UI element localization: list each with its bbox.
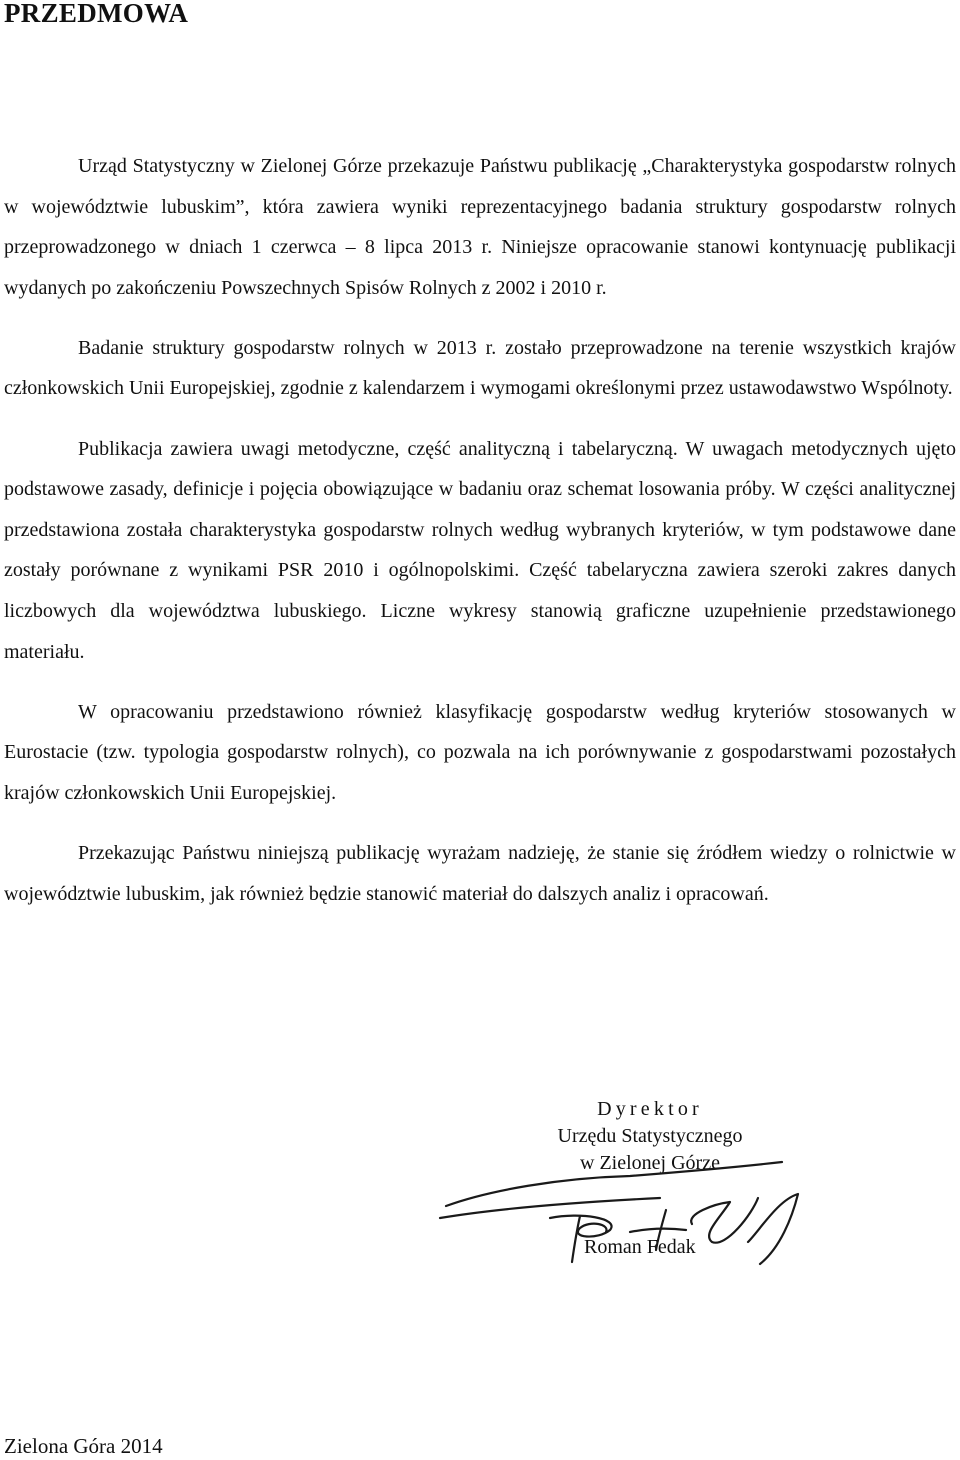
signatory-office: Urzędu Statystycznego (557, 1125, 743, 1147)
paragraph-survey: Badanie struktury gospodarstw rolnych w 2013 r. zostało przeprowadzone na terenie wszystkich krajów członkowskich Unii Europejskiej, zgodnie z kalendarzem i wymogami określonymi przez ustawodawstwo Wspólnoty. (4, 336, 956, 400)
page-title: PRZEDMOWA (4, 0, 189, 28)
paragraph-contents: Publikacja zawiera uwagi metodyczne, część analityczną i tabelaryczną. W uwagach metodycznych ujęto podstawowe zasady, definicje i pojęcia obowiązujące w badaniu oraz schemat losowania próby. W części analitycznej przedstawiona została charakterystyka gospodarstw rolnych według wybranych kryteriów, w tym podstawowe dane zostały porównane z wynikami PSR 2010 i ogólnopolskimi. Część tabelaryczna zawiera szeroki zakres danych liczbowych dla województwa lubuskiego. Liczne wykresy stanowią graficzne uzupełnienie przedstawionego materiału. (4, 437, 956, 663)
signatory-title: Dyrektor (597, 1098, 703, 1120)
paragraph-classification: W opracowaniu przedstawiono również klasyfikację gospodarstw według kryteriów stosowanych w Eurostacie (tzw. typologia gospodarstw rolnych), co pozwala na ich porównywanie z gospodarstwami pozostałych krajów członkowskich Unii Europejskiej. (4, 700, 956, 804)
place-and-date: Zielona Góra 2014 (4, 1434, 163, 1458)
signatory-office-location: w Zielonej Górze (580, 1152, 720, 1174)
body-text (4, 146, 956, 934)
signatory-name: Roman Fedak (584, 1236, 696, 1258)
paragraph-intro: Urząd Statystyczny w Zielonej Górze przekazuje Państwu publikację „Charakterystyka gospodarstw rolnych w województwie lubuskim”, która zawiera wyniki reprezentacyjnego badania struktury gospodarstw rolnych przeprowadzonego w dniach 1 czerwca – 8 lipca 2013 r. Niniejsze opracowanie stanowi kontynuację publikacji wydanych po zakończeniu Powszechnych Spisów Rolnych z 2002 i 2010 r. (4, 155, 956, 299)
paragraph-closing: Przekazując Państwu niniejszą publikację wyrażam nadzieję, że stanie się źródłem wiedzy o rolnictwie w województwie lubuskim, jak również będzie stanowić materiał do dalszych analiz i opracowań. (4, 841, 956, 905)
